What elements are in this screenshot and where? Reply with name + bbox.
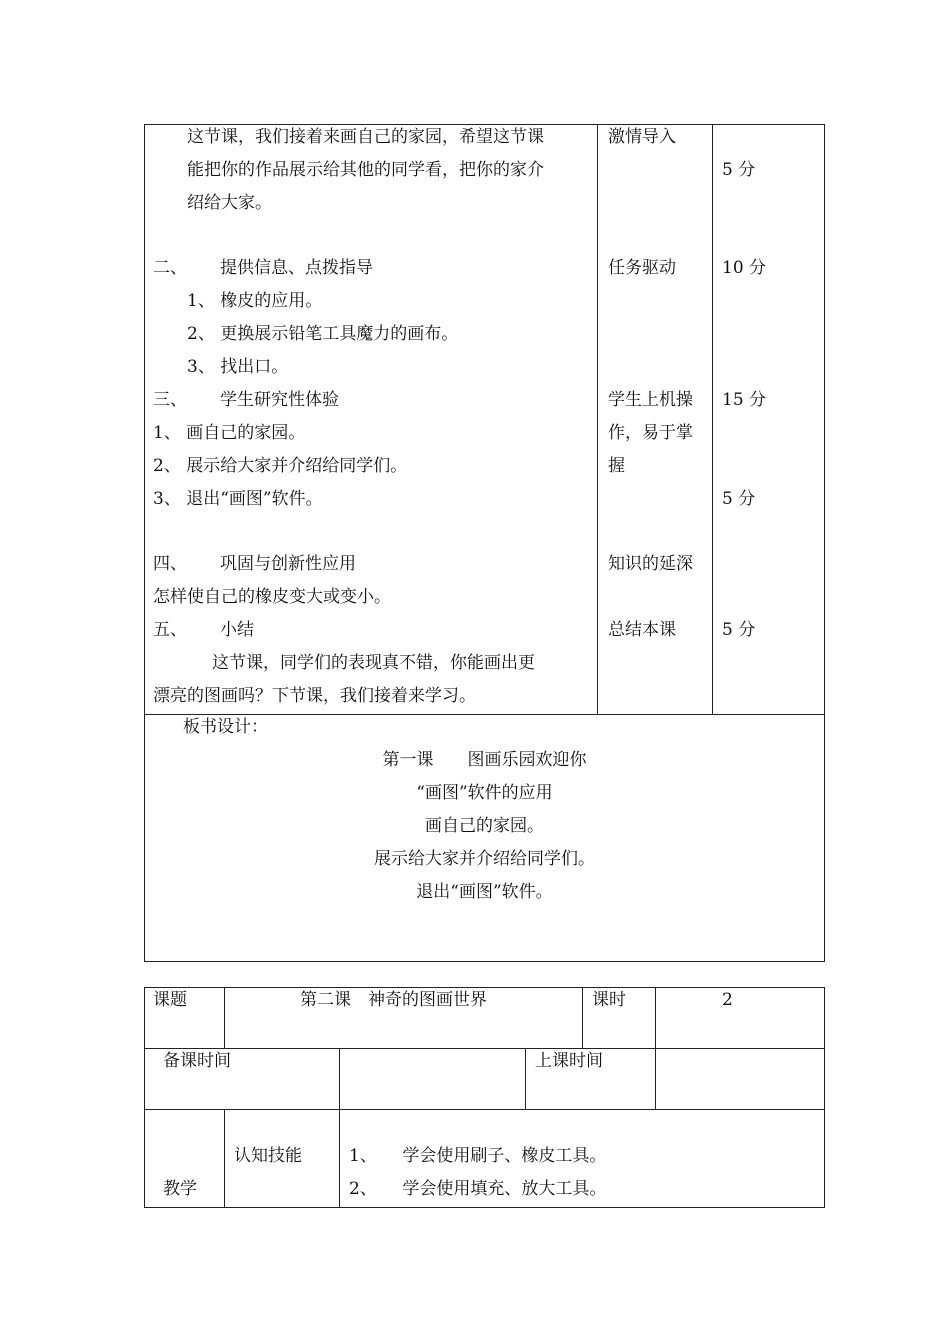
table2-r2-divider-b <box>525 1048 526 1109</box>
skill-label: 认知技能 <box>234 1146 302 1166</box>
method-1: 激情导入 <box>608 127 676 147</box>
section3-title: 学生研究性体验 <box>220 390 339 410</box>
table2-r2-divider-a <box>339 1048 340 1109</box>
board-line-1: 第一课 图画乐园欢迎你 <box>382 750 587 770</box>
hours-value: 2 <box>722 990 733 1010</box>
section2-number: 二、 <box>153 258 187 278</box>
summary-line-1: 这节课，同学们的表现真不错，你能画出更 <box>212 653 535 673</box>
section3-item: 3、 退出“画图”软件。 <box>153 489 323 509</box>
hours-label: 课时 <box>592 990 626 1010</box>
method-5: 总结本课 <box>608 620 676 640</box>
section3-item: 2、 展示给大家并介绍给同学们。 <box>153 456 408 476</box>
section5-title: 小结 <box>220 620 254 640</box>
summary-line-2: 漂亮的图画吗？下节课，我们接着来学习。 <box>153 686 476 706</box>
intro-line-2: 能把你的作品展示给其他的同学看，把你的家介 <box>187 160 544 180</box>
time-5: 5 分 <box>722 620 756 640</box>
topic-label: 课题 <box>153 990 187 1010</box>
table2-bottom-border <box>144 1207 825 1208</box>
section4-number: 四、 <box>153 554 187 574</box>
table1-top-border <box>144 124 825 125</box>
intro-line-1: 这节课，我们接着来画自己的家园，希望这节课 <box>187 127 544 147</box>
table1-bottom-border <box>144 961 825 962</box>
table1-col-divider-2 <box>712 124 713 714</box>
section4-text: 怎样使自己的橡皮变大或变小。 <box>153 587 391 607</box>
method-3-line-3: 握 <box>608 456 625 476</box>
prep-time-label: 备课时间 <box>163 1051 231 1071</box>
table2-r2-divider-c <box>655 1048 656 1109</box>
table2-right-border <box>824 987 825 1208</box>
table2-r1-divider-c <box>655 987 656 1048</box>
table1-col-divider-1 <box>597 124 598 714</box>
board-line-2: “画图”软件的应用 <box>416 783 553 803</box>
table2-r3-divider-b <box>339 1109 340 1207</box>
board-line-3: 画自己的家园。 <box>425 816 544 836</box>
table2-r3-divider-a <box>224 1109 225 1207</box>
method-2: 任务驱动 <box>608 258 676 278</box>
section5-number: 五、 <box>153 620 187 640</box>
section2-item: 2、 更换展示铅笔工具魔力的画布。 <box>187 324 459 344</box>
method-3-line-1: 学生上机操 <box>608 390 693 410</box>
class-time-label: 上课时间 <box>535 1051 603 1071</box>
time-3: 15 分 <box>722 390 767 410</box>
table2-r1-divider-b <box>582 987 583 1048</box>
method-4: 知识的延深 <box>608 554 693 574</box>
table2-row-divider-2 <box>144 1109 825 1110</box>
table2-r1-divider-a <box>224 987 225 1048</box>
section3-number: 三、 <box>153 390 187 410</box>
section2-item: 3、 找出口。 <box>187 357 289 377</box>
table1-mid-border <box>144 714 825 715</box>
board-line-5: 退出“画图”软件。 <box>416 882 553 902</box>
section4-title: 巩固与创新性应用 <box>220 554 356 574</box>
goal-item: 2、 学会使用填充、放大工具。 <box>349 1179 607 1199</box>
board-design-label: 板书设计： <box>183 717 268 737</box>
section2-item: 1、 橡皮的应用。 <box>187 291 323 311</box>
section2-title: 提供信息、点拨指导 <box>220 258 373 278</box>
table2-left-border <box>144 987 145 1208</box>
table2-top-border <box>144 987 825 988</box>
time-4: 5 分 <box>722 489 756 509</box>
table2-row-divider-1 <box>144 1048 825 1049</box>
section3-item: 1、 画自己的家园。 <box>153 423 306 443</box>
intro-line-3: 绍给大家。 <box>187 193 272 213</box>
goal-item: 1、 学会使用刷子、橡皮工具。 <box>349 1146 607 1166</box>
method-3-line-2: 作，易于掌 <box>608 423 693 443</box>
teaching-label: 教学 <box>163 1179 197 1199</box>
time-2: 10 分 <box>722 258 767 278</box>
time-1: 5 分 <box>722 160 756 180</box>
board-line-4: 展示给大家并介绍给同学们。 <box>374 849 595 869</box>
topic-value: 第二课 神奇的图画世界 <box>300 990 487 1010</box>
